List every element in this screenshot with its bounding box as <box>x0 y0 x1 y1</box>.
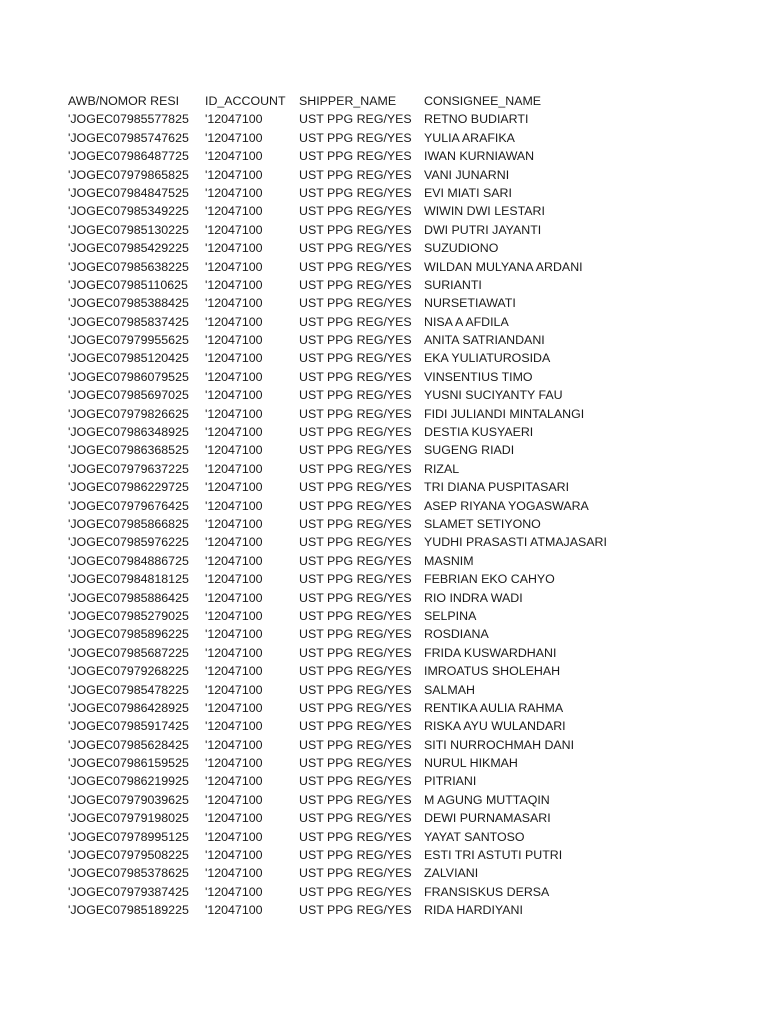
consignee-name-cell: IMROATUS SHOLEHAH <box>424 664 561 679</box>
table-row <box>68 368 708 386</box>
consignee-name-cell: YUSNI SUCIYANTY FAU <box>424 388 563 403</box>
shipper-name-cell: UST PPG REG/YES <box>299 627 412 642</box>
consignee-name-cell: VINSENTIUS TIMO <box>424 369 533 384</box>
consignee-name-cell: ESTI TRI ASTUTI PUTRI <box>424 848 563 863</box>
consignee-name-cell: MASNIM <box>424 553 474 568</box>
shipper-name-cell: UST PPG REG/YES <box>299 553 412 568</box>
consignee-name-cell: YULIA ARAFIKA <box>424 130 515 145</box>
consignee-name-cell: EKA YULIATUROSIDA <box>424 351 551 366</box>
shipper-name-cell: UST PPG REG/YES <box>299 406 412 421</box>
id-account-cell: '12047100 <box>205 130 263 145</box>
awb-cell: 'JOGEC07985747625 <box>68 130 189 145</box>
id-account-cell: '12047100 <box>205 314 263 329</box>
awb-cell: 'JOGEC07985349225 <box>68 204 189 219</box>
id-account-cell: '12047100 <box>205 388 263 403</box>
shipper-name-cell: UST PPG REG/YES <box>299 149 412 164</box>
id-account-cell: '12047100 <box>205 204 263 219</box>
id-account-cell: '12047100 <box>205 903 263 918</box>
table-row <box>68 809 708 827</box>
consignee-name-cell: SUZUDIONO <box>424 241 499 256</box>
shipper-name-cell: UST PPG REG/YES <box>299 572 412 587</box>
table-row <box>68 533 708 551</box>
id-account-cell: '12047100 <box>205 222 263 237</box>
shipper-name-cell: UST PPG REG/YES <box>299 792 412 807</box>
shipper-name-cell: UST PPG REG/YES <box>299 884 412 899</box>
id-account-cell: '12047100 <box>205 608 263 623</box>
id-account-cell: '12047100 <box>205 792 263 807</box>
id-account-cell: '12047100 <box>205 406 263 421</box>
id-account-cell: '12047100 <box>205 112 263 127</box>
id-account-cell: '12047100 <box>205 737 263 752</box>
id-account-cell: '12047100 <box>205 756 263 771</box>
table-row <box>68 607 708 625</box>
table-row <box>68 221 708 239</box>
awb-cell: 'JOGEC07985429225 <box>68 241 189 256</box>
id-account-cell: '12047100 <box>205 185 263 200</box>
id-account-cell: '12047100 <box>205 333 263 348</box>
awb-cell: 'JOGEC07979039625 <box>68 792 189 807</box>
consignee-name-cell: ROSDIANA <box>424 627 489 642</box>
shipper-name-cell: UST PPG REG/YES <box>299 296 412 311</box>
awb-cell: 'JOGEC07979387425 <box>68 884 189 899</box>
awb-cell: 'JOGEC07979508225 <box>68 848 189 863</box>
consignee-name-cell: WIWIN DWI LESTARI <box>424 204 545 219</box>
shipper-name-cell: UST PPG REG/YES <box>299 498 412 513</box>
awb-cell: 'JOGEC07986368525 <box>68 443 189 458</box>
awb-cell: 'JOGEC07985110625 <box>68 277 188 292</box>
shipper-name-cell: UST PPG REG/YES <box>299 535 412 550</box>
awb-cell: 'JOGEC07985638225 <box>68 259 189 274</box>
id-account-cell: '12047100 <box>205 461 263 476</box>
table-row <box>68 754 708 772</box>
id-account-cell: '12047100 <box>205 719 263 734</box>
consignee-name-cell: ZALVIANI <box>424 866 479 881</box>
table-row <box>68 147 708 165</box>
shipper-name-cell: UST PPG REG/YES <box>299 737 412 752</box>
consignee-name-cell: RISKA AYU WULANDARI <box>424 719 566 734</box>
consignee-name-cell: FIDI JULIANDI MINTALANGI <box>424 406 585 421</box>
id-account-cell: '12047100 <box>205 848 263 863</box>
consignee-name-cell: RIDA HARDIYANI <box>424 903 523 918</box>
table-body <box>68 110 708 919</box>
shipper-name-cell: UST PPG REG/YES <box>299 811 412 826</box>
consignee-name-cell: FRANSISKUS DERSA <box>424 884 550 899</box>
awb-cell: 'JOGEC07985378625 <box>68 866 189 881</box>
id-account-cell: '12047100 <box>205 590 263 605</box>
consignee-name-cell: RETNO BUDIARTI <box>424 112 529 127</box>
consignee-name-cell: SALMAH <box>424 682 475 697</box>
awb-cell: 'JOGEC07979865825 <box>68 167 189 182</box>
shipper-name-cell: UST PPG REG/YES <box>299 590 412 605</box>
awb-cell: 'JOGEC07979826625 <box>68 406 189 421</box>
table-row <box>68 313 708 331</box>
awb-cell: 'JOGEC07984847525 <box>68 185 189 200</box>
consignee-name-cell: EVI MIATI SARI <box>424 185 512 200</box>
consignee-name-cell: SURIANTI <box>424 277 482 292</box>
consignee-name-cell: FRIDA KUSWARDHANI <box>424 645 557 660</box>
shipper-name-cell: UST PPG REG/YES <box>299 259 412 274</box>
consignee-name-cell: DWI PUTRI JAYANTI <box>424 222 542 237</box>
table-row <box>68 331 708 349</box>
shipper-name-cell: UST PPG REG/YES <box>299 222 412 237</box>
consignee-name-cell: RIZAL <box>424 461 460 476</box>
table-row <box>68 276 708 294</box>
awb-cell: 'JOGEC07979955625 <box>68 333 189 348</box>
table-row <box>68 515 708 533</box>
table-row <box>68 166 708 184</box>
shipper-name-cell: UST PPG REG/YES <box>299 461 412 476</box>
awb-cell: 'JOGEC07979198025 <box>68 811 189 826</box>
table-row <box>68 662 708 680</box>
consignee-name-cell: YAYAT SANTOSO <box>424 829 525 844</box>
id-account-cell: '12047100 <box>205 700 263 715</box>
id-account-cell: '12047100 <box>205 167 263 182</box>
awb-cell: 'JOGEC07985388425 <box>68 296 189 311</box>
table-row <box>68 441 708 459</box>
awb-cell: 'JOGEC07986219925 <box>68 774 189 789</box>
awb-cell: 'JOGEC07984886725 <box>68 553 189 568</box>
awb-cell: 'JOGEC07985687225 <box>68 645 189 660</box>
consignee-name-cell: M AGUNG MUTTAQIN <box>424 792 550 807</box>
shipper-name-cell: UST PPG REG/YES <box>299 241 412 256</box>
shipper-name-cell: UST PPG REG/YES <box>299 480 412 495</box>
shipper-name-cell: UST PPG REG/YES <box>299 388 412 403</box>
consignee-name-cell: ANITA SATRIANDANI <box>424 333 545 348</box>
shipper-name-cell: UST PPG REG/YES <box>299 756 412 771</box>
awb-cell: 'JOGEC07985279025 <box>68 608 189 623</box>
id-account-cell: '12047100 <box>205 627 263 642</box>
table-row <box>68 901 708 919</box>
table-row <box>68 110 708 128</box>
shipment-table <box>68 92 708 920</box>
shipper-name-cell: UST PPG REG/YES <box>299 866 412 881</box>
consignee-name-cell: NURUL HIKMAH <box>424 756 518 771</box>
table-row <box>68 772 708 790</box>
table-row <box>68 864 708 882</box>
table-row <box>68 478 708 496</box>
consignee-name-cell: RIO INDRA WADI <box>424 590 523 605</box>
id-account-cell: '12047100 <box>205 516 263 531</box>
table-row <box>68 736 708 754</box>
table-row <box>68 552 708 570</box>
shipper-name-cell: UST PPG REG/YES <box>299 903 412 918</box>
awb-cell: 'JOGEC07985866825 <box>68 516 189 531</box>
id-account-cell: '12047100 <box>205 535 263 550</box>
id-account-cell: '12047100 <box>205 149 263 164</box>
awb-cell: 'JOGEC07978995125 <box>68 829 189 844</box>
id-account-cell: '12047100 <box>205 277 263 292</box>
shipper-name-cell: UST PPG REG/YES <box>299 664 412 679</box>
shipper-name-cell: UST PPG REG/YES <box>299 204 412 219</box>
awb-cell: 'JOGEC07985189225 <box>68 903 189 918</box>
awb-cell: 'JOGEC07985976225 <box>68 535 189 550</box>
consignee-name-cell: YUDHI PRASASTI ATMAJASARI <box>424 535 607 550</box>
table-row <box>68 405 708 423</box>
consignee-name-cell: SLAMET SETIYONO <box>424 516 541 531</box>
shipper-name-cell: UST PPG REG/YES <box>299 645 412 660</box>
id-account-cell: '12047100 <box>205 480 263 495</box>
id-account-cell: '12047100 <box>205 866 263 881</box>
table-row <box>68 883 708 901</box>
id-account-cell: '12047100 <box>205 829 263 844</box>
shipper-name-cell: UST PPG REG/YES <box>299 112 412 127</box>
id-account-cell: '12047100 <box>205 664 263 679</box>
shipper-name-cell: UST PPG REG/YES <box>299 314 412 329</box>
id-account-cell: '12047100 <box>205 425 263 440</box>
id-account-cell: '12047100 <box>205 774 263 789</box>
consignee-name-cell: DEWI PURNAMASARI <box>424 811 551 826</box>
table-header-row <box>68 92 708 110</box>
shipper-name-cell: UST PPG REG/YES <box>299 608 412 623</box>
consignee-name-cell: IWAN KURNIAWAN <box>424 149 535 164</box>
shipper-name-cell: UST PPG REG/YES <box>299 719 412 734</box>
id-account-cell: '12047100 <box>205 296 263 311</box>
consignee-name-cell: PITRIANI <box>424 774 477 789</box>
table-row <box>68 589 708 607</box>
id-account-cell: '12047100 <box>205 498 263 513</box>
shipper-name-cell: UST PPG REG/YES <box>299 277 412 292</box>
id-account-cell: '12047100 <box>205 811 263 826</box>
shipper-name-cell: UST PPG REG/YES <box>299 167 412 182</box>
table-row <box>68 717 708 735</box>
header-shipper-name: SHIPPER_NAME <box>299 94 397 108</box>
awb-cell: 'JOGEC07986159525 <box>68 756 189 771</box>
id-account-cell: '12047100 <box>205 443 263 458</box>
consignee-name-cell: SELPINA <box>424 608 477 623</box>
header-awb: AWB/NOMOR RESI <box>68 94 180 108</box>
table-row <box>68 239 708 257</box>
awb-cell: 'JOGEC07985837425 <box>68 314 189 329</box>
id-account-cell: '12047100 <box>205 884 263 899</box>
shipper-name-cell: UST PPG REG/YES <box>299 443 412 458</box>
awb-cell: 'JOGEC07985120425 <box>68 351 189 366</box>
id-account-cell: '12047100 <box>205 682 263 697</box>
shipper-name-cell: UST PPG REG/YES <box>299 425 412 440</box>
shipper-name-cell: UST PPG REG/YES <box>299 774 412 789</box>
table-row <box>68 202 708 220</box>
header-consignee-name: CONSIGNEE_NAME <box>424 94 542 108</box>
id-account-cell: '12047100 <box>205 241 263 256</box>
consignee-name-cell: DESTIA KUSYAERI <box>424 425 534 440</box>
shipper-name-cell: UST PPG REG/YES <box>299 516 412 531</box>
table-row <box>68 349 708 367</box>
awb-cell: 'JOGEC07985886425 <box>68 590 189 605</box>
awb-cell: 'JOGEC07979268225 <box>68 664 189 679</box>
consignee-name-cell: FEBRIAN EKO CAHYO <box>424 572 555 587</box>
table-row <box>68 699 708 717</box>
table-row <box>68 644 708 662</box>
consignee-name-cell: SUGENG RIADI <box>424 443 515 458</box>
shipper-name-cell: UST PPG REG/YES <box>299 682 412 697</box>
table-row <box>68 184 708 202</box>
shipper-name-cell: UST PPG REG/YES <box>299 130 412 145</box>
consignee-name-cell: NURSETIAWATI <box>424 296 516 311</box>
id-account-cell: '12047100 <box>205 259 263 274</box>
table-row <box>68 460 708 478</box>
table-row <box>68 294 708 312</box>
table-row <box>68 570 708 588</box>
consignee-name-cell: SITI NURROCHMAH DANI <box>424 737 575 752</box>
awb-cell: 'JOGEC07986229725 <box>68 480 189 495</box>
awb-cell: 'JOGEC07986487725 <box>68 149 189 164</box>
consignee-name-cell: WILDAN MULYANA ARDANI <box>424 259 583 274</box>
id-account-cell: '12047100 <box>205 553 263 568</box>
table-row <box>68 625 708 643</box>
shipper-name-cell: UST PPG REG/YES <box>299 829 412 844</box>
awb-cell: 'JOGEC07985697025 <box>68 388 189 403</box>
consignee-name-cell: TRI DIANA PUSPITASARI <box>424 480 570 495</box>
id-account-cell: '12047100 <box>205 572 263 587</box>
table-row <box>68 791 708 809</box>
awb-cell: 'JOGEC07979637225 <box>68 461 189 476</box>
table-row <box>68 846 708 864</box>
consignee-name-cell: NISA A AFDILA <box>424 314 509 329</box>
table-row <box>68 681 708 699</box>
id-account-cell: '12047100 <box>205 351 263 366</box>
shipper-name-cell: UST PPG REG/YES <box>299 351 412 366</box>
shipper-name-cell: UST PPG REG/YES <box>299 333 412 348</box>
header-id-account: ID_ACCOUNT <box>205 94 286 108</box>
awb-cell: 'JOGEC07986079525 <box>68 369 189 384</box>
awb-cell: 'JOGEC07986348925 <box>68 425 189 440</box>
shipper-name-cell: UST PPG REG/YES <box>299 700 412 715</box>
awb-cell: 'JOGEC07985478225 <box>68 682 189 697</box>
table-row <box>68 828 708 846</box>
awb-cell: 'JOGEC07985628425 <box>68 737 189 752</box>
consignee-name-cell: ASEP RIYANA YOGASWARA <box>424 498 589 513</box>
shipper-name-cell: UST PPG REG/YES <box>299 848 412 863</box>
shipper-name-cell: UST PPG REG/YES <box>299 185 412 200</box>
consignee-name-cell: RENTIKA AULIA RAHMA <box>424 700 564 715</box>
awb-cell: 'JOGEC07985896225 <box>68 627 189 642</box>
consignee-name-cell: VANI JUNARNI <box>424 167 510 182</box>
awb-cell: 'JOGEC07984818125 <box>68 572 189 587</box>
shipper-name-cell: UST PPG REG/YES <box>299 369 412 384</box>
id-account-cell: '12047100 <box>205 645 263 660</box>
awb-cell: 'JOGEC07986428925 <box>68 700 189 715</box>
table-row <box>68 423 708 441</box>
awb-cell: 'JOGEC07985577825 <box>68 112 189 127</box>
awb-cell: 'JOGEC07985130225 <box>68 222 189 237</box>
table-row <box>68 258 708 276</box>
awb-cell: 'JOGEC07979676425 <box>68 498 189 513</box>
id-account-cell: '12047100 <box>205 369 263 384</box>
awb-cell: 'JOGEC07985917425 <box>68 719 189 734</box>
table-row <box>68 497 708 515</box>
table-row <box>68 129 708 147</box>
table-row <box>68 386 708 404</box>
